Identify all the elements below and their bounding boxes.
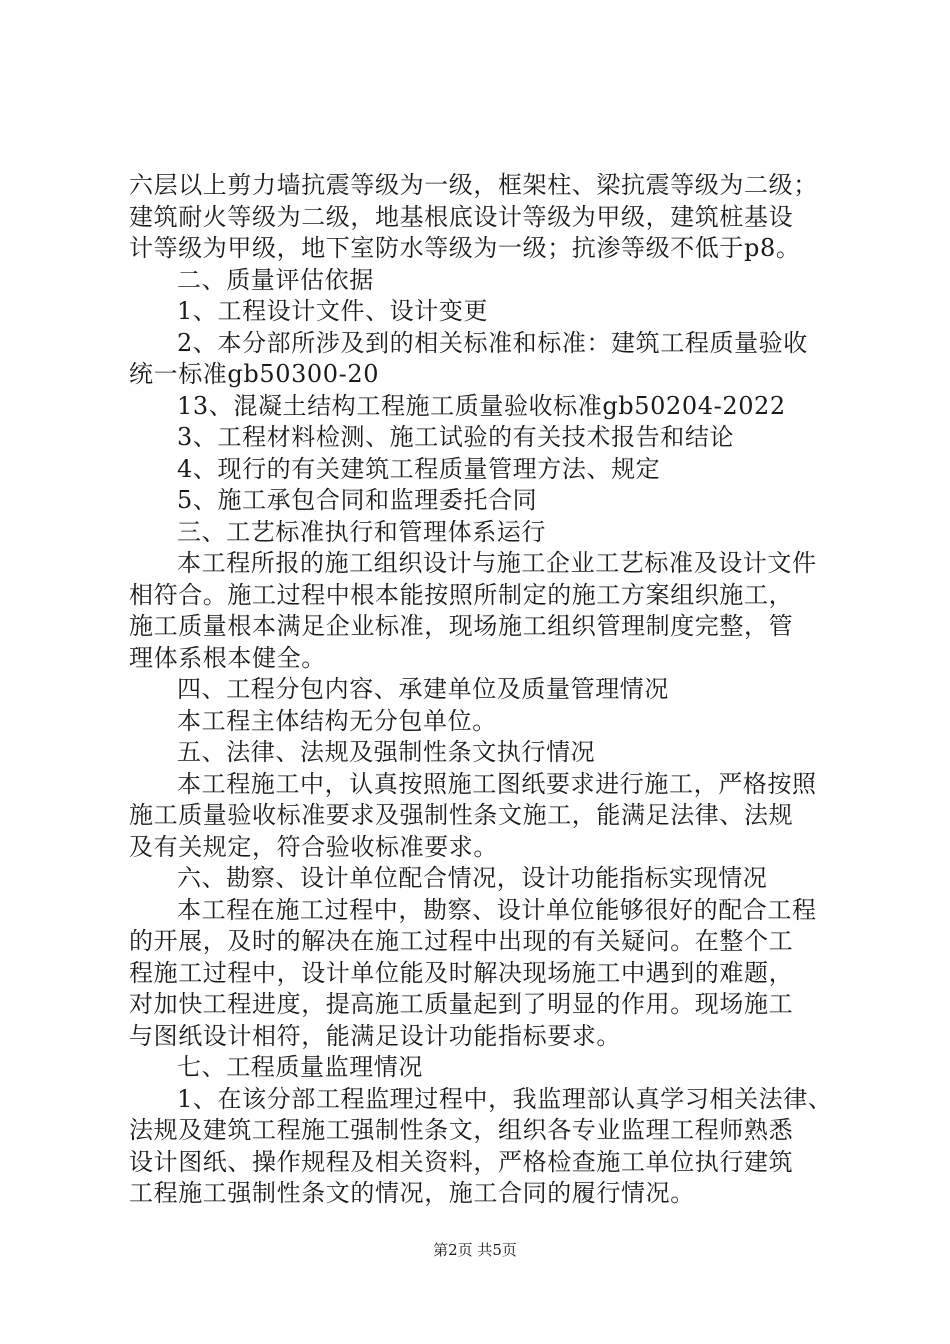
text-line: 设计图纸、操作规程及相关资料，严格检查施工单位执行建筑: [129, 1147, 794, 1176]
text-line: 法规及建筑工程施工强制性条文，组织各专业监理工程师熟悉: [129, 1116, 794, 1144]
text-line: 的开展，及时的解决在施工过程中出现的有关疑问。在整个工: [129, 927, 794, 955]
list-item: 2、本分部所涉及到的相关标准和标准：建筑工程质量验收: [177, 328, 808, 357]
text-line: 统一标准gb50300-20: [129, 360, 380, 388]
section-heading: 六、勘察、设计单位配合情况，设计功能指标实现情况: [177, 864, 768, 892]
document-body: [129, 170, 833, 1210]
page-footer: [0, 1240, 950, 1260]
section-heading: 二、质量评估依据: [177, 265, 374, 294]
paragraph-start: 本工程施工中，认真按照施工图纸要求进行施工，严格按照: [177, 769, 817, 798]
text-line: 程施工过程中，设计单位能及时解决现场施工中遇到的难题，: [129, 958, 794, 987]
section-heading: 五、法律、法规及强制性条文执行情况: [177, 738, 596, 766]
paragraph-start: 本工程主体结构无分包单位。: [177, 706, 497, 735]
text-line: 施工质量验收标准要求及强制性条文施工，能满足法律、法规: [129, 801, 794, 829]
text-line: 施工质量根本满足企业标准，现场施工组织管理制度完整，管: [129, 612, 794, 640]
text-line: 建筑耐火等级为二级，地基根底设计等级为甲级，建筑桩基设: [129, 202, 794, 231]
text-line: 与图纸设计相符，能满足设计功能指标要求。: [129, 1021, 621, 1050]
text-line: 工程施工强制性条文的情况，施工合同的履行情况。: [129, 1179, 695, 1207]
section-heading: 四、工程分包内容、承建单位及质量管理情况: [177, 675, 669, 703]
text-line: 六层以上剪力墙抗震等级为一级，框架柱、梁抗震等级为二级；: [129, 171, 818, 199]
page-number: 第2页 共5页: [433, 1241, 517, 1259]
list-item: 5、施工承包合同和监理委托合同: [177, 486, 538, 514]
section-heading: 七、工程质量监理情况: [177, 1053, 423, 1081]
list-item: 3、工程材料检测、施工试验的有关技术报告和结论: [177, 423, 735, 451]
list-item: 1、工程设计文件、设计变更: [177, 297, 489, 325]
section-heading: 三、工艺标准执行和管理体系运行: [177, 517, 546, 546]
list-item: 13、混凝土结构工程施工质量验收标准gb50204-2022: [177, 391, 786, 420]
text-line: 相符合。施工过程中根本能按照所制定的施工方案组织施工，: [129, 580, 794, 609]
text-line: 及有关规定，符合验收标准要求。: [129, 832, 498, 861]
text-line: 理体系根本健全。: [129, 643, 326, 672]
text-line: 计等级为甲级，地下室防水等级为一级；抗渗等级不低于p8。: [129, 234, 801, 262]
list-item: 1、在该分部工程监理过程中，我监理部认真学习相关法律、: [177, 1084, 833, 1113]
list-item: 4、现行的有关建筑工程质量管理方法、规定: [177, 454, 661, 483]
paragraph-start: 本工程在施工过程中，勘察、设计单位能够很好的配合工程: [177, 895, 817, 924]
paragraph-start: 本工程所报的施工组织设计与施工企业工艺标准及设计文件: [177, 549, 817, 577]
text-line: 对加快工程进度，提高施工质量起到了明显的作用。现场施工: [129, 990, 794, 1018]
